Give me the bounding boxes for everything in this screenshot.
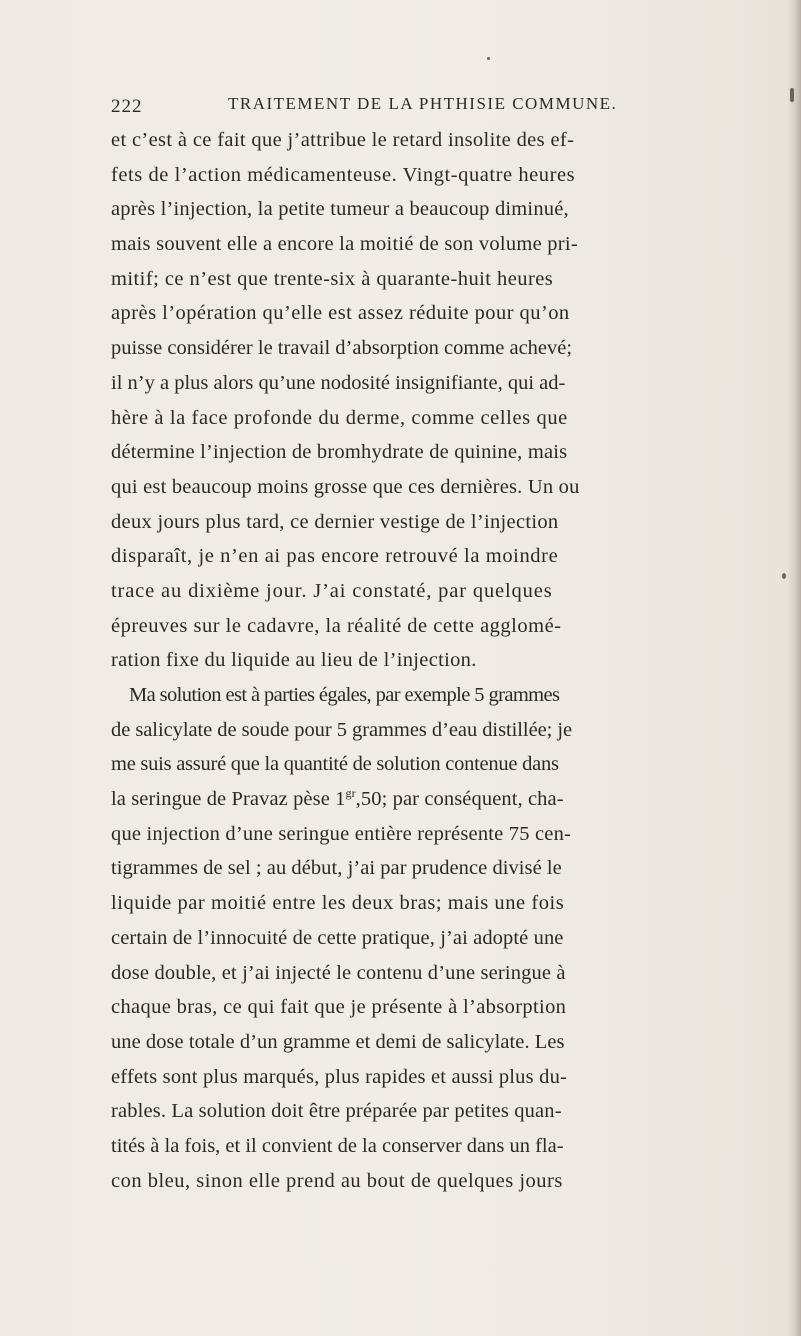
text-line: que injection d’une seringue entière représente 75 cen- [111,822,572,845]
text-line: épreuves sur le cadavre, la réalité de cette agglomé- [111,614,562,637]
text-line: trace au dixième jour. J’ai constaté, par quelques [111,579,553,602]
text-line: ration fixe du liquide au lieu de l’injection. [111,649,477,672]
text-line: me suis assuré que la quantité de solution contenue dans [111,753,559,776]
text-line: puisse considérer le travail d’absorption comme achevé; [111,337,573,360]
text-line: détermine l’injection de bromhydrate de quinine, mais [111,441,568,464]
text-line: Ma solution est à parties égales, par exemple 5 grammes [129,684,560,706]
text-line: et c’est à ce fait que j’attribue le retard insolite des ef- [111,129,575,151]
text-line: hère à la face profonde du derme, comme celles que [111,406,568,429]
running-title: TRAITEMENT DE LA PHTHISIE COMMUNE. [228,94,618,113]
running-header [111,90,691,118]
text-line: effets sont plus marqués, plus rapides et aussi plus du- [111,1065,568,1088]
page-number: 222 [111,96,143,117]
text-line: après l’injection, la petite tumeur a beaucoup diminué, [111,198,569,221]
text-line: liquide par moitié entre les deux bras; mais une fois [111,892,565,915]
print-speck [487,57,490,60]
margin-mark [782,573,786,579]
text-line: qui est beaucoup moins grosse que ces dernières. Un ou [111,475,580,498]
text-line: une dose totale d’un gramme et demi de salicylate. Les [111,1030,565,1053]
text-line: fets de l’action médicamenteuse. Vingt-quatre heures [111,163,576,186]
text-line: deux jours plus tard, ce dernier vestige de l’injection [111,510,559,533]
text-line: mitif; ce n’est que trente-six à quarante-huit heures [111,267,554,290]
text-line: certain de l’innocuité de cette pratique, j’ai adopté une [111,926,564,949]
text-line: la seringue de Pravaz pèse $1^{gr},50$; par conséquent, cha- [111,786,564,811]
text-line: tigrammes de sel ; au début, j’ai par prudence divisé le [111,857,562,880]
text-line: dose double, et j’ai injecté le contenu d’une seringue à [111,961,566,984]
text-line: disparaît, je n’en ai pas encore retrouvé la moindre [111,545,559,568]
page-edge-shadow [787,0,801,1336]
margin-mark [790,88,794,102]
text-line: il n’y a plus alors qu’une nodosité insignifiante, qui ad- [111,371,566,394]
text-line: con bleu, sinon elle prend au bout de quelques jours [111,1169,563,1192]
body-text [111,123,671,1198]
text-line: chaque bras, ce qui fait que je présente à l’absorption [111,996,567,1019]
text-line: de salicylate de soude pour 5 grammes d’eau distillée; je [111,718,573,741]
text-line: rables. La solution doit être préparée par petites quan- [111,1100,562,1123]
text-line: tités à la fois, et il convient de la conserver dans un fla- [111,1134,564,1157]
text-line: mais souvent elle a encore la moitié de son volume pri- [111,233,578,256]
text-line: après l’opération qu’elle est assez réduite pour qu’on [111,302,570,325]
